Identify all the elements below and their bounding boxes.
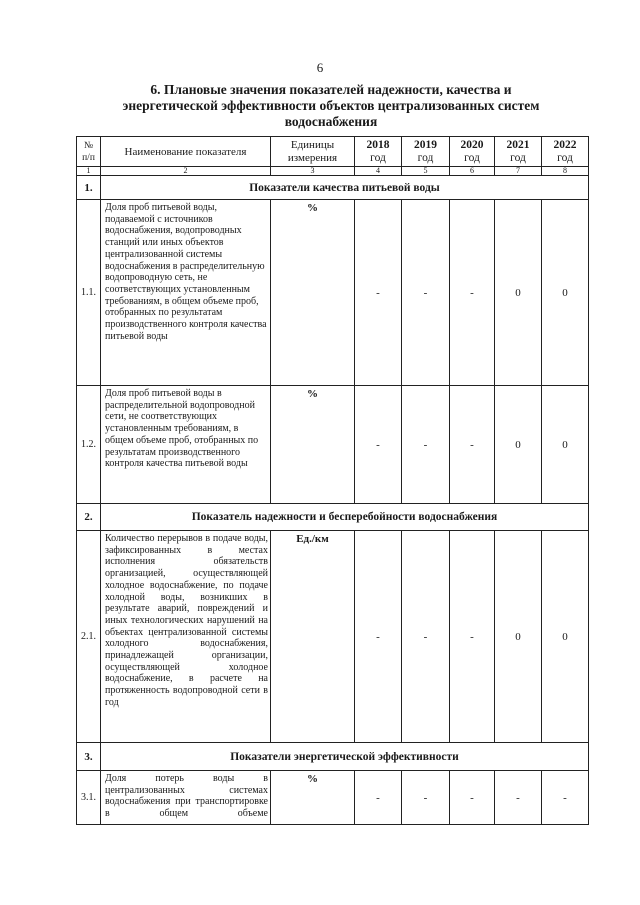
section-number: 1. xyxy=(77,176,101,200)
year-label: 2019 xyxy=(414,138,437,151)
column-number: 4 xyxy=(355,167,402,176)
heading-line-3: водоснабжения xyxy=(284,114,378,129)
indicator-description: Доля потерь воды в централизованных системах водоснабжения при транспортировке в общем объеме xyxy=(101,771,271,825)
header-year-2021 xyxy=(495,137,542,167)
value-2018: - xyxy=(355,771,402,825)
value-2022: 0 xyxy=(542,386,589,504)
year-suffix: год xyxy=(557,151,573,164)
section-number: 2. xyxy=(77,504,101,531)
row-number: 1.2. xyxy=(77,386,101,504)
value-2018: - xyxy=(355,531,402,743)
value-2019: - xyxy=(402,200,450,386)
column-number: 8 xyxy=(542,167,589,176)
row-number: 2.1. xyxy=(77,531,101,743)
section-row-3 xyxy=(77,743,589,771)
value-2020: - xyxy=(450,386,495,504)
row-number: 1.1. xyxy=(77,200,101,386)
indicator-description: Доля проб питьевой воды в распределительной водопроводной сети, не соответствующих установленным требованиям, в общем объеме проб, отобранных по результатам производственного контроля качества питьевой воды xyxy=(101,386,271,504)
year-suffix: год xyxy=(370,151,386,164)
section-title: Показатели энергетической эффективности xyxy=(101,743,589,771)
value-2018: - xyxy=(355,200,402,386)
column-number: 6 xyxy=(450,167,495,176)
table-row-1-2 xyxy=(77,386,589,504)
section-number: 3. xyxy=(77,743,101,771)
unit-of-measure: Ед./км xyxy=(271,531,355,743)
year-suffix: год xyxy=(417,151,434,164)
column-number-row xyxy=(77,167,589,176)
indicator-description: Количество перерывов в подаче воды, зафиксированных в местах исполнения обязательств организацией, осуществляющей холодное водоснабжение, по подаче холодной воды, возникших в результате аварий, повреждений и иных технологических нарушений на объектах централизованной системы холодного водоснабжения, принадлежащей организации, осуществляющей холодное водоснабжение, в расчете на протяженность водопроводной сети в год xyxy=(101,531,271,743)
column-number: 5 xyxy=(402,167,450,176)
indicator-description: Доля проб питьевой воды, подаваемой с источников водоснабжения, водопроводных станций или иных объектов централизованной системы водоснабжения в распределительную водопроводную сеть, не соответствующих установленным требованиям, в общем объеме проб, отобранных по результатам производственного контроля качества питьевой воды xyxy=(101,200,271,386)
year-label: 2021 xyxy=(506,138,530,151)
unit-of-measure: % xyxy=(271,200,355,386)
section-title: Показатель надежности и бесперебойности водоснабжения xyxy=(101,504,589,531)
header-year-2020 xyxy=(450,137,495,167)
header-number-cell xyxy=(77,137,101,167)
section-row-2 xyxy=(77,504,589,531)
value-2022: - xyxy=(542,771,589,825)
table-row-2-1 xyxy=(77,531,589,743)
value-2019: - xyxy=(402,386,450,504)
year-suffix: год xyxy=(464,151,480,164)
value-2021: 0 xyxy=(495,200,542,386)
unit-of-measure: % xyxy=(271,386,355,504)
indicators-table xyxy=(76,136,589,825)
value-2019: - xyxy=(402,531,450,743)
header-unit-line1: Единицы xyxy=(290,138,335,151)
heading-line-1: 6. Плановые значения показателей надежности, качества и xyxy=(150,82,512,97)
heading-line-2: энергетической эффективности объектов централизованных систем xyxy=(122,98,540,113)
header-year-2018 xyxy=(355,137,402,167)
value-2020: - xyxy=(450,200,495,386)
year-suffix: год xyxy=(510,151,526,164)
value-2021: 0 xyxy=(495,531,542,743)
value-2021: - xyxy=(495,771,542,825)
table-header-row xyxy=(77,137,589,167)
value-2020: - xyxy=(450,771,495,825)
table-row-1-1 xyxy=(77,200,589,386)
year-label: 2020 xyxy=(460,138,484,151)
value-2022: 0 xyxy=(542,531,589,743)
section-title: Показатели качества питьевой воды xyxy=(101,176,589,200)
value-2018: - xyxy=(355,386,402,504)
table-row-3-1 xyxy=(77,771,589,825)
column-number: 3 xyxy=(271,167,355,176)
page-number: 6 xyxy=(316,60,324,75)
row-number: 3.1. xyxy=(77,771,101,825)
page-heading xyxy=(96,82,566,130)
value-2020: - xyxy=(450,531,495,743)
section-row-1 xyxy=(77,176,589,200)
column-number: 7 xyxy=(495,167,542,176)
unit-of-measure: % xyxy=(271,771,355,825)
year-label: 2018 xyxy=(366,138,390,151)
year-label: 2022 xyxy=(553,138,577,151)
column-number: 1 xyxy=(77,167,101,176)
value-2022: 0 xyxy=(542,200,589,386)
header-year-2022 xyxy=(542,137,589,167)
header-number-line2: п/п xyxy=(82,152,95,163)
header-name-cell: Наименование показателя xyxy=(101,137,271,167)
header-unit-cell xyxy=(271,137,355,167)
header-year-2019 xyxy=(402,137,450,167)
header-unit-line2: измерения xyxy=(287,151,338,164)
value-2019: - xyxy=(402,771,450,825)
column-number: 2 xyxy=(101,167,271,176)
value-2021: 0 xyxy=(495,386,542,504)
header-number-line1: № xyxy=(83,140,94,151)
